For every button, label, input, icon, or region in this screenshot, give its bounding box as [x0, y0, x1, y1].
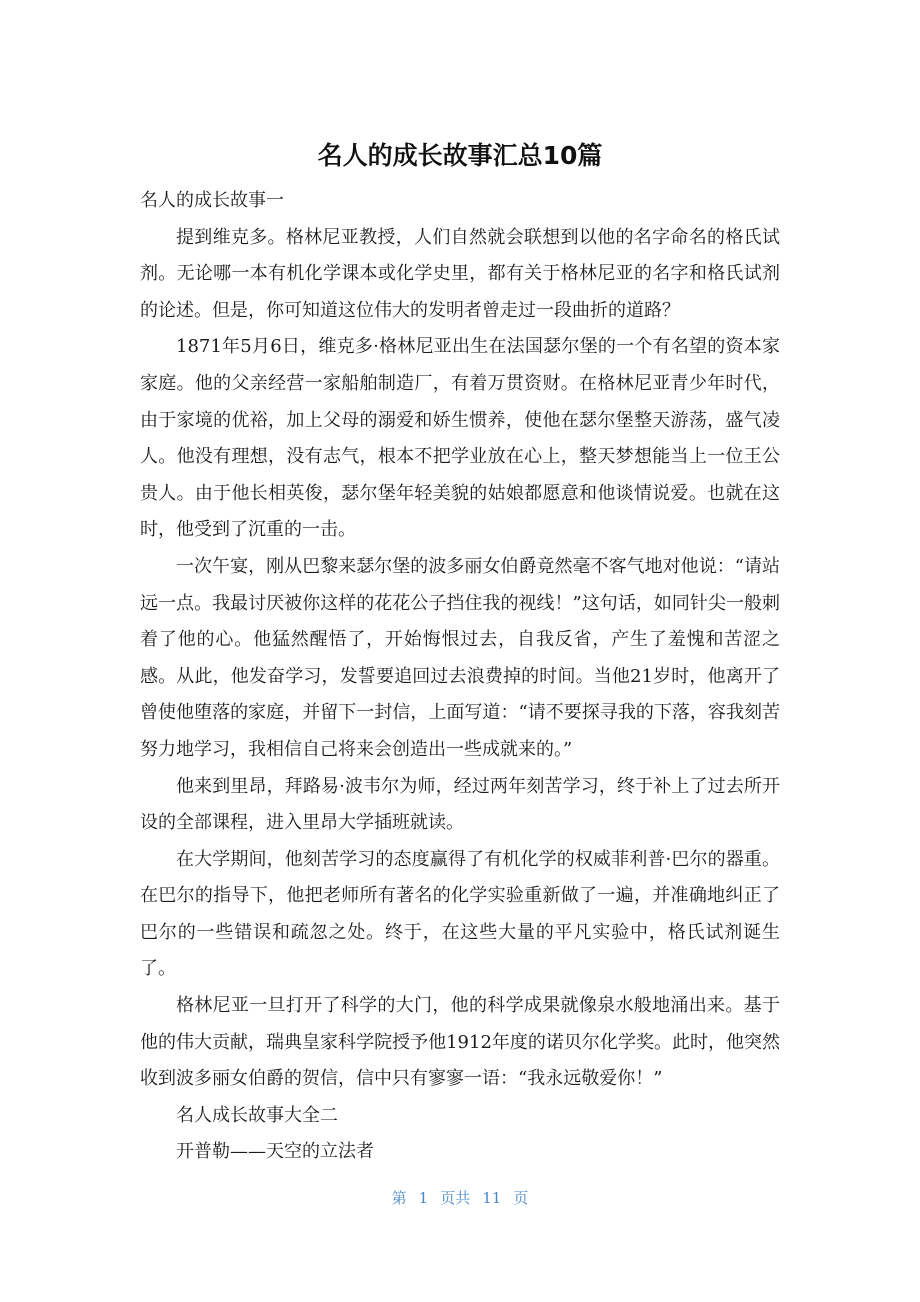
footer-current-page: 1 — [418, 1189, 429, 1207]
footer-label-page: 第 — [391, 1189, 407, 1207]
section-heading: 名人成长故事大全二 — [176, 1104, 338, 1126]
footer-label-of: 页共 — [440, 1189, 471, 1207]
section-subheading: 开普勒——天空的立法者 — [176, 1141, 374, 1163]
paragraph: 他来到里昂，拜路易·波韦尔为师，经过两年刻苦学习，终于补上了过去所开设的全部课程，进入里昂大学插班就读。 — [140, 775, 780, 834]
paragraph: 1871年5月6日，维克多·格林尼亚出生在法国瑟尔堡的一个有名望的资本家家庭。他的父亲经营一家船舶制造厂，有着万贯资财。在格林尼亚青少年时代，由于家境的优裕，加上父母的溺爱和娇生惯养，使他在瑟尔堡整天游荡，盛气凌人。他没有理想，没有志气，根本不把学业放在心上，整天梦想能当上一位王公贵人。由于他长相英俊，瑟尔堡年轻美貌的姑娘都愿意和他谈情说爱。也就在这时，他受到了沉重的一击。 — [140, 336, 780, 541]
document-body — [140, 183, 780, 1171]
footer-label-pages: 页 — [513, 1189, 529, 1207]
document-title: 名人的成长故事汇总10篇 — [317, 141, 603, 170]
paragraph: 提到维克多。格林尼亚教授，人们自然就会联想到以他的名字命名的格氏试剂。无论哪一本有机化学课本或化学史里，都有关于格林尼亚的名字和格氏试剂的论述。但是，你可知道这位伟大的发明者曾走过一段曲折的道路？ — [140, 226, 780, 321]
paragraph: 在大学期间，他刻苦学习的态度赢得了有机化学的权威菲利普·巴尔的器重。在巴尔的指导下，他把老师所有著名的化学实验重新做了一遍，并准确地纠正了巴尔的一些错误和疏忽之处。终于，在这些大量的平凡实验中，格氏试剂诞生了。 — [140, 848, 780, 980]
page-footer — [0, 1186, 920, 1210]
paragraph: 格林尼亚一旦打开了科学的大门，他的科学成果就像泉水般地涌出来。基于他的伟大贡献，瑞典皇家科学院授予他1912年度的诺贝尔化学奖。此时，他突然收到波多丽女伯爵的贺信，信中只有寥寥一语：“我永远敬爱你！” — [140, 995, 780, 1090]
paragraph: 一次午宴，刚从巴黎来瑟尔堡的波多丽女伯爵竟然毫不客气地对他说：“请站远一点。我最讨厌被你这样的花花公子挡住我的视线！”这句话，如同针尖一般刺着了他的心。他猛然醒悟了，开始悔恨过去，自我反省，产生了羞愧和苦涩之感。从此，他发奋学习，发誓要追回过去浪费掉的时间。当他21岁时，他离开了曾使他堕落的家庭，并留下一封信，上面写道：“请不要探寻我的下落，容我刻苦努力地学习，我相信自己将来会创造出一些成就来的。” — [140, 555, 780, 760]
section-heading: 名人的成长故事一 — [140, 190, 284, 211]
footer-total-pages: 11 — [482, 1189, 502, 1207]
